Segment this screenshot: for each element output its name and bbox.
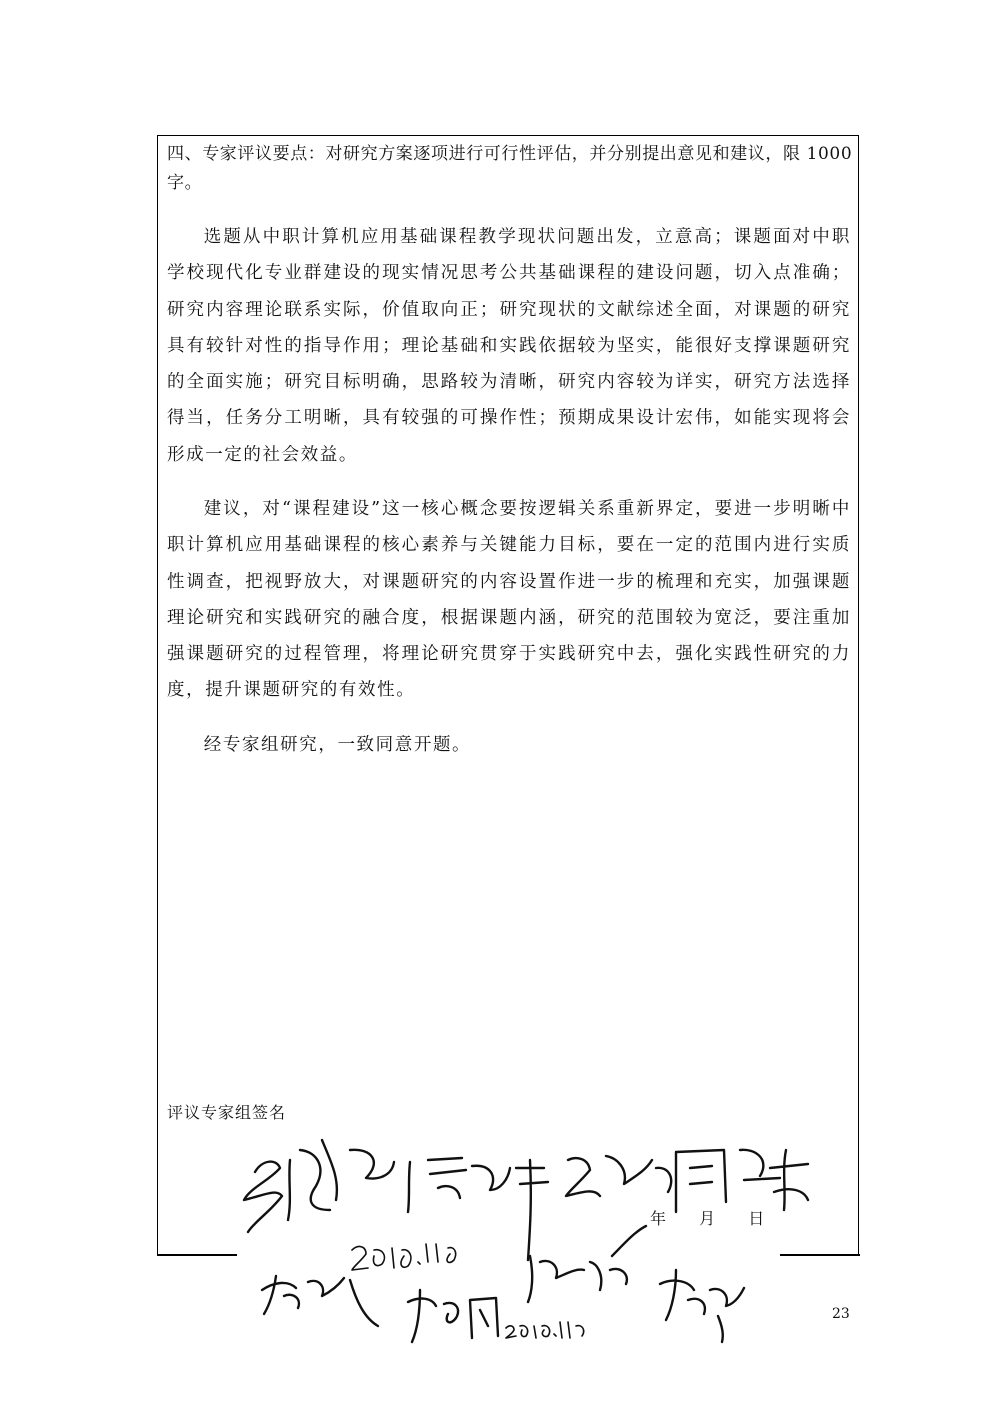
page-number: 23 xyxy=(832,1306,850,1322)
signature-label: 评议专家组签名 xyxy=(167,1103,287,1122)
signature-9 xyxy=(660,1270,744,1342)
form-bottom-rule-right xyxy=(780,1254,860,1256)
signature-8 xyxy=(408,1290,584,1342)
form-bottom-rule-left xyxy=(157,1254,237,1256)
review-paragraph-2: 建议，对“课程建设”这一核心概念要按逻辑关系重新界定，要进一步明晰中职计算机应用基础课程的核心素养与关键能力目标，要在一定的范围内进行实质性调查，把视野放大，对课题研究的内容设置作进一步的梳理和充实，加强课题理论研究和实践研究的融合度，根据课题内涵，研究的范围较为宽泛，要注重加强课题研究的过程管理，将理论研究贯穿于实践研究中去，强化实践性研究的力度，提升课题研究的有效性。 xyxy=(167,499,851,701)
review-paragraph-3: 经专家组研究，一致同意开题。 xyxy=(203,735,472,755)
signature-6 xyxy=(262,1276,378,1326)
day-label: 日 xyxy=(748,1209,765,1228)
section-heading: 四、专家评议要点：对研究方案逐项进行可行性评估，并分别提出意见和建议，限 1000 字。 xyxy=(167,144,853,193)
year-label: 年 xyxy=(650,1209,667,1228)
month-label: 月 xyxy=(699,1209,716,1228)
review-paragraph-1: 选题从中职计算机应用基础课程教学现状问题出发，立意高；课题面对中职学校现代化专业群建设的现实情况思考公共基础课程的建设问题，切入点准确；研究内容理论联系实际，价值取向正；研究现状的文献综述全面，对课题的研究具有较针对性的指导作用；理论基础和实践依据较为坚实，能很好支撑课题研究的全面实施；研究目标明确，思路较为清晰，研究内容较为详实，研究方法选择得当，任务分工明晰，具有较强的可操作性；预期成果设计宏伟，如能实现将会形成一定的社会效益。 xyxy=(167,227,851,465)
date-labels xyxy=(650,1206,792,1229)
